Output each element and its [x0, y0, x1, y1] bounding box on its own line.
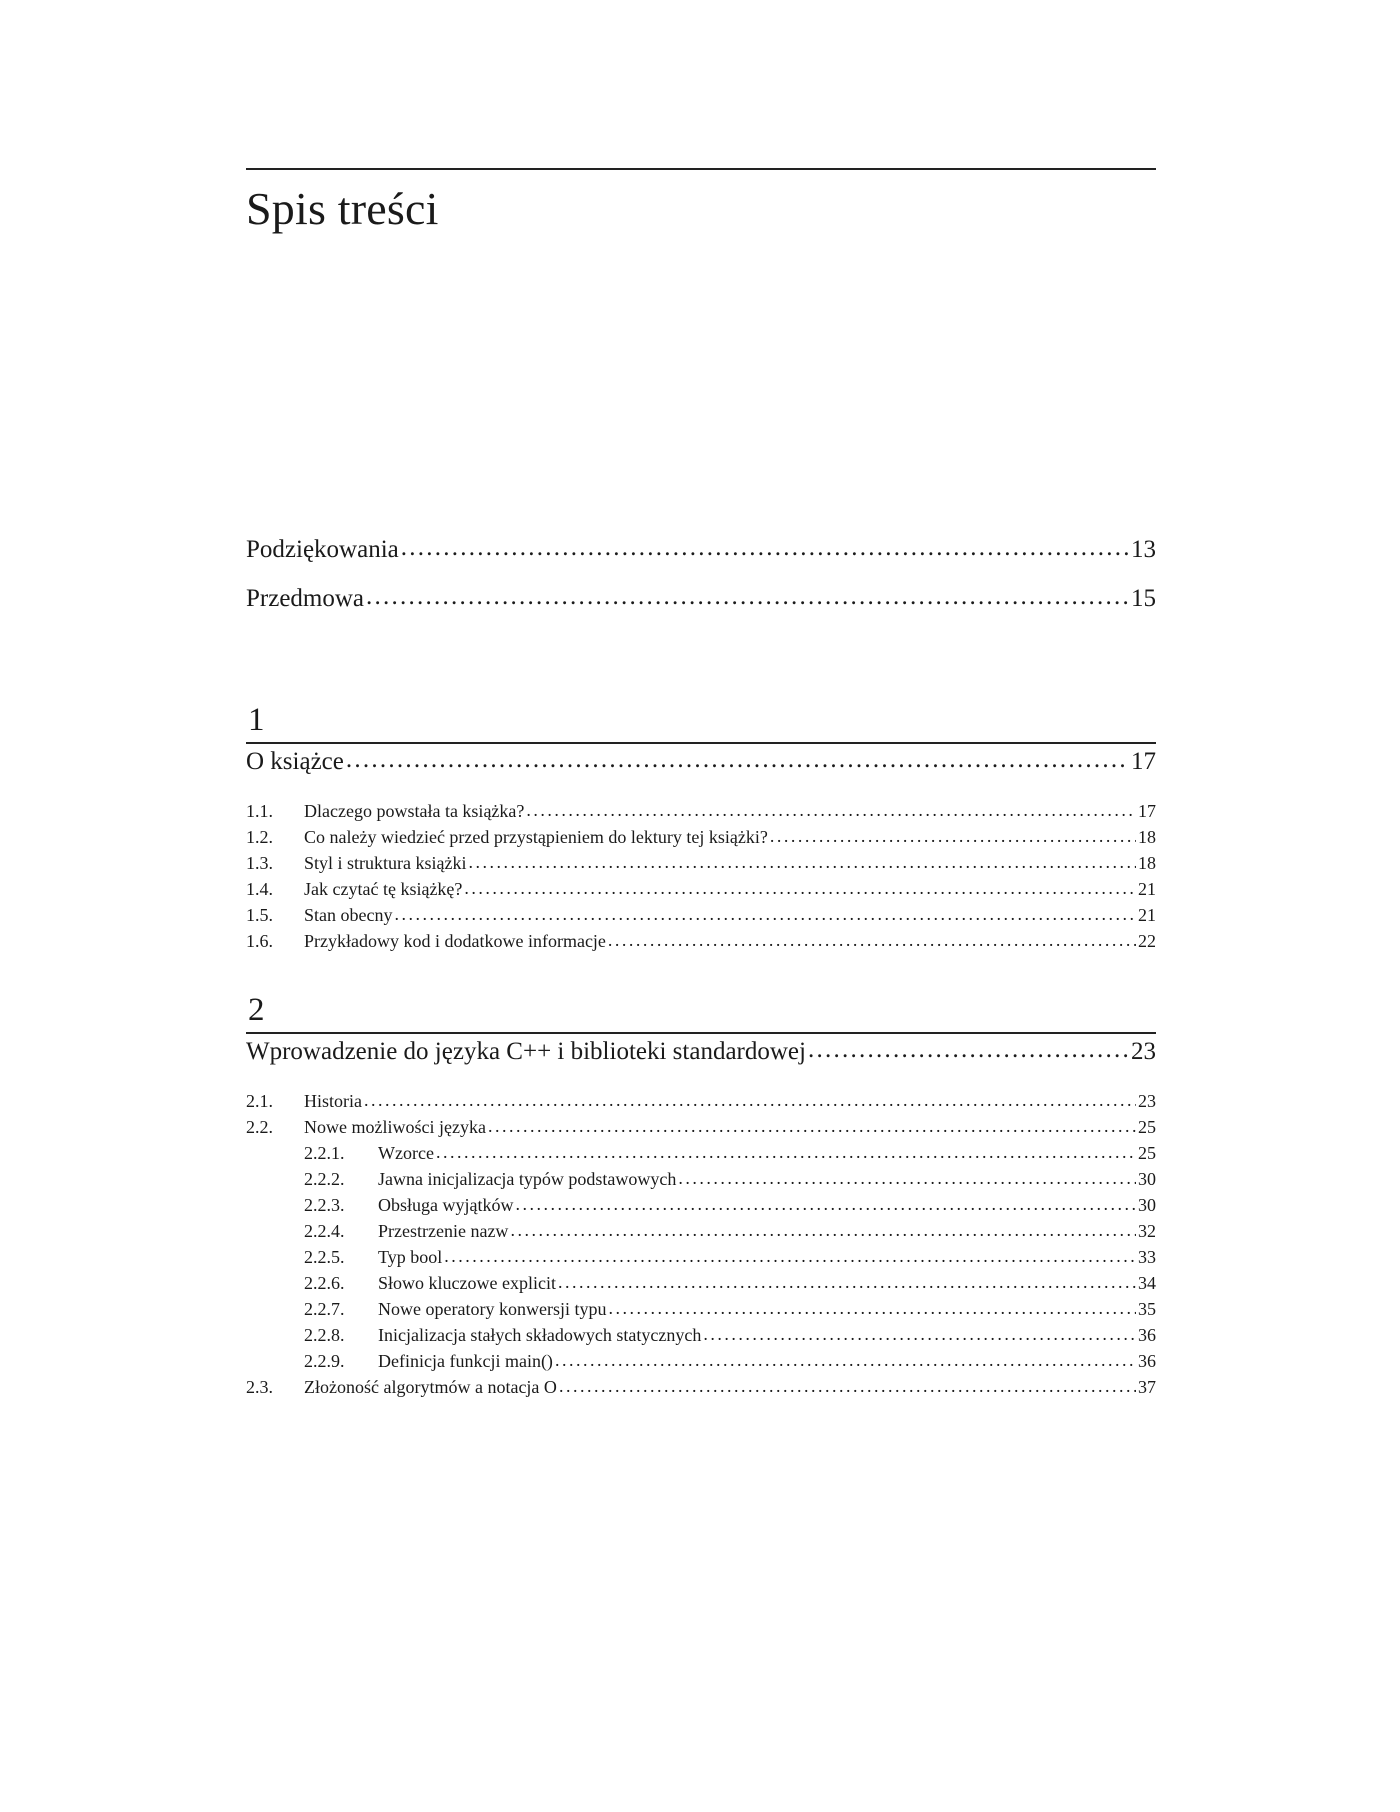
toc-subsection-entry[interactable] — [246, 1244, 1156, 1270]
section-title: Przestrzenie nazw — [378, 1221, 509, 1241]
dot-leader — [436, 1139, 1136, 1165]
entry-page-number: 17 — [1131, 748, 1156, 775]
section-title: Złożoność algorytmów a notacja O — [304, 1377, 557, 1397]
toc-section-entry[interactable] — [246, 876, 1156, 902]
section-title: Definicja funkcji main() — [378, 1351, 553, 1371]
section-number: 2.2.8. — [304, 1325, 345, 1345]
chapter-title: O książce — [246, 748, 344, 775]
toc-entry-preface[interactable] — [246, 583, 1156, 632]
toc-subsection-entry[interactable] — [246, 1140, 1156, 1166]
entry-page-number: 36 — [1138, 1351, 1156, 1371]
dot-leader — [364, 1087, 1136, 1113]
entry-page-number: 34 — [1138, 1273, 1156, 1293]
section-number: 2.2.3. — [304, 1195, 345, 1215]
toc-section-entry[interactable] — [246, 850, 1156, 876]
dot-leader — [366, 581, 1129, 613]
dot-leader — [515, 1191, 1136, 1217]
entry-page-number: 30 — [1138, 1169, 1156, 1189]
section-title: Dlaczego powstała ta książka? — [304, 801, 525, 821]
dot-leader — [346, 744, 1129, 776]
section-list — [246, 798, 1156, 954]
entry-page-number: 35 — [1138, 1299, 1156, 1319]
toc-section-entry[interactable] — [246, 1088, 1156, 1114]
toc-section-entry[interactable] — [246, 798, 1156, 824]
section-title: Typ bool — [378, 1247, 443, 1267]
entry-page-number: 25 — [1138, 1143, 1156, 1163]
dot-leader — [394, 901, 1136, 927]
toc-subsection-entry[interactable] — [246, 1192, 1156, 1218]
section-title: Inicjalizacja stałych składowych statycznych — [378, 1325, 702, 1345]
dot-leader — [608, 927, 1136, 953]
toc-subsection-entry[interactable] — [246, 1296, 1156, 1322]
section-number: 2.1. — [246, 1091, 273, 1111]
section-number: 2.2.2. — [304, 1169, 345, 1189]
section-title: Przykładowy kod i dodatkowe informacje — [304, 931, 606, 951]
dot-leader — [401, 532, 1129, 564]
chapter-number: 1 — [248, 702, 265, 738]
entry-page-number: 37 — [1138, 1377, 1156, 1397]
section-number: 1.4. — [246, 879, 273, 899]
entry-page-number: 13 — [1131, 536, 1156, 563]
toc-subsection-entry[interactable] — [246, 1270, 1156, 1296]
section-title: Obsługa wyjątków — [378, 1195, 514, 1215]
entry-page-number: 32 — [1138, 1221, 1156, 1241]
chapter-title-entry[interactable] — [246, 746, 1156, 786]
toc-entry-acknowledgements[interactable] — [246, 534, 1156, 583]
title-rule — [246, 168, 1156, 170]
section-number: 2.2.4. — [304, 1221, 345, 1241]
dot-leader — [559, 1373, 1136, 1399]
toc-page — [246, 168, 1156, 1400]
section-number: 1.3. — [246, 853, 273, 873]
entry-label: Podziękowania — [246, 536, 399, 563]
dot-leader — [510, 1217, 1136, 1243]
section-title: Słowo kluczowe explicit — [378, 1273, 556, 1293]
dot-leader — [678, 1165, 1136, 1191]
dot-leader — [444, 1243, 1136, 1269]
entry-page-number: 18 — [1138, 827, 1156, 847]
chapter-2 — [246, 992, 1156, 1400]
dot-leader — [703, 1321, 1136, 1347]
section-title: Wzorce — [378, 1143, 434, 1163]
entry-page-number: 21 — [1138, 905, 1156, 925]
dot-leader — [468, 849, 1136, 875]
chapter-number: 2 — [248, 992, 265, 1028]
section-number: 2.2.9. — [304, 1351, 345, 1371]
dot-leader — [770, 823, 1136, 849]
section-number: 2.2.7. — [304, 1299, 345, 1319]
section-title: Nowe operatory konwersji typu — [378, 1299, 607, 1319]
section-title: Jawna inicjalizacja typów podstawowych — [378, 1169, 677, 1189]
entry-page-number: 25 — [1138, 1117, 1156, 1137]
dot-leader — [608, 1295, 1136, 1321]
entry-page-number: 36 — [1138, 1325, 1156, 1345]
section-list — [246, 1088, 1156, 1400]
section-number: 2.2.5. — [304, 1247, 345, 1267]
toc-subsection-entry[interactable] — [246, 1322, 1156, 1348]
section-title: Nowe możliwości języka — [304, 1117, 486, 1137]
section-title: Historia — [304, 1091, 362, 1111]
chapter-title-entry[interactable] — [246, 1036, 1156, 1076]
dot-leader — [555, 1347, 1136, 1373]
toc-subsection-entry[interactable] — [246, 1218, 1156, 1244]
section-number: 1.2. — [246, 827, 273, 847]
section-title: Stan obecny — [304, 905, 393, 925]
entry-page-number: 23 — [1131, 1038, 1156, 1065]
toc-section-entry[interactable] — [246, 1114, 1156, 1140]
dot-leader — [808, 1034, 1129, 1066]
page-title: Spis treści — [246, 183, 439, 234]
dot-leader — [488, 1113, 1136, 1139]
entry-page-number: 15 — [1131, 585, 1156, 612]
section-number: 2.2.6. — [304, 1273, 345, 1293]
entry-page-number: 18 — [1138, 853, 1156, 873]
entry-page-number: 22 — [1138, 931, 1156, 951]
section-title: Jak czytać tę książkę? — [304, 879, 463, 899]
entry-label: Przedmowa — [246, 585, 365, 612]
section-number: 2.2.1. — [304, 1143, 345, 1163]
chapter-title: Wprowadzenie do języka C++ i biblioteki standardowej — [246, 1038, 806, 1065]
front-matter — [246, 534, 1156, 632]
section-title: Styl i struktura książki — [304, 853, 467, 873]
section-number: 2.3. — [246, 1377, 273, 1397]
dot-leader — [558, 1269, 1136, 1295]
toc-section-entry[interactable] — [246, 902, 1156, 928]
toc-section-entry[interactable] — [246, 928, 1156, 954]
entry-page-number: 23 — [1138, 1091, 1156, 1111]
chapter-1 — [246, 702, 1156, 954]
section-number: 1.1. — [246, 801, 273, 821]
entry-page-number: 21 — [1138, 879, 1156, 899]
dot-leader — [464, 875, 1136, 901]
section-title: Co należy wiedzieć przed przystąpieniem do lektury tej książki? — [304, 827, 768, 847]
section-number: 1.5. — [246, 905, 273, 925]
entry-page-number: 30 — [1138, 1195, 1156, 1215]
entry-page-number: 33 — [1138, 1247, 1156, 1267]
entry-page-number: 17 — [1138, 801, 1156, 821]
toc-section-entry[interactable] — [246, 1374, 1156, 1400]
toc-subsection-entry[interactable] — [246, 1166, 1156, 1192]
section-number: 1.6. — [246, 931, 273, 951]
dot-leader — [526, 797, 1136, 823]
toc-subsection-entry[interactable] — [246, 1348, 1156, 1374]
toc-section-entry[interactable] — [246, 824, 1156, 850]
section-number: 2.2. — [246, 1117, 273, 1137]
